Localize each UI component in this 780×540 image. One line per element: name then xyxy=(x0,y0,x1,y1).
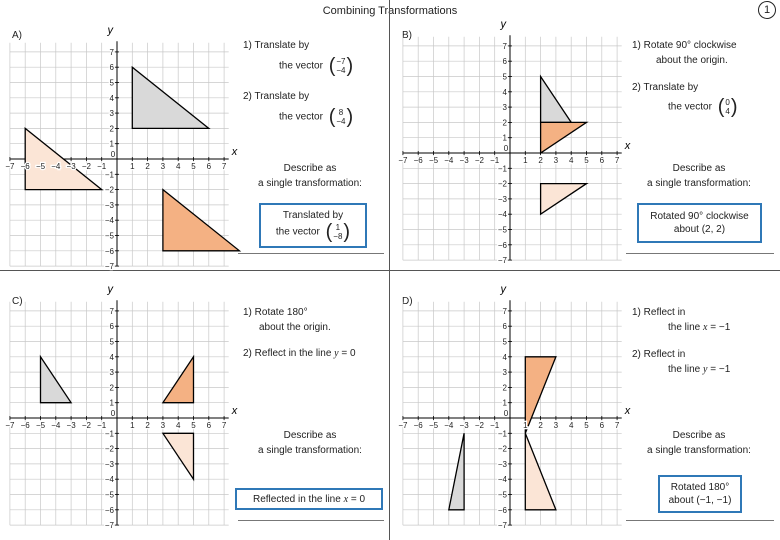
x-tick-label: −2 xyxy=(474,421,484,430)
y-tick-label: −5 xyxy=(104,490,114,500)
x-tick-label: 4 xyxy=(175,421,181,430)
y-tick-label: 7 xyxy=(109,306,114,316)
panel-label: B) xyxy=(402,30,412,41)
vector-top: 8 xyxy=(338,108,344,117)
x-tick-label: 4 xyxy=(175,162,181,171)
x-tick-label: −3 xyxy=(66,421,76,430)
x-tick-label: 7 xyxy=(221,421,227,430)
column-vector: ( −7 −4 ) xyxy=(328,55,354,77)
y-tick-label: −2 xyxy=(497,179,507,189)
step-1-line2: the line xyxy=(668,322,701,333)
x-tick-label: −6 xyxy=(20,421,30,430)
x-tick-label: 1 xyxy=(130,162,135,171)
x-tick-label: 1 xyxy=(130,421,135,430)
step-1-line1: 1) Reflect in xyxy=(632,307,686,318)
y-tick-label: −6 xyxy=(104,505,114,515)
equation-value: = −1 xyxy=(710,322,731,333)
describe-line1: Describe as xyxy=(283,163,337,174)
panel-label: D) xyxy=(402,296,413,307)
y-tick-label: −5 xyxy=(104,231,114,241)
step-2-line1: 2) Reflect in xyxy=(632,349,686,360)
y-tick-label: 1 xyxy=(502,398,507,408)
x-tick-label: −1 xyxy=(97,162,107,171)
y-tick-label: 3 xyxy=(502,368,507,378)
vector-top: 0 xyxy=(725,98,730,107)
step-2-instruction xyxy=(632,347,730,377)
x-tick-label: 2 xyxy=(538,421,543,430)
x-axis-label: x xyxy=(624,405,631,417)
step-2-line2: the vector xyxy=(279,111,323,123)
step-1-line2: about the origin. xyxy=(259,322,331,333)
x-tick-label: 0 xyxy=(503,409,509,418)
answer-box xyxy=(637,203,762,243)
vector-bottom: −8 xyxy=(333,232,343,241)
x-tick-label: 5 xyxy=(584,421,589,430)
vector-bottom: 4 xyxy=(725,107,730,116)
x-tick-label: −4 xyxy=(444,156,454,165)
describe-line1: Describe as xyxy=(672,163,726,174)
y-tick-label: −1 xyxy=(497,429,507,439)
x-tick-label: −3 xyxy=(459,421,469,430)
y-tick-label: −4 xyxy=(497,210,507,220)
equation-variable: y xyxy=(334,348,339,359)
x-axis-label: x xyxy=(231,146,238,158)
y-tick-label: −2 xyxy=(104,444,114,454)
x-tick-label: −7 xyxy=(5,162,15,171)
step-2-line1: 2) Translate by xyxy=(243,91,310,102)
x-tick-label: −4 xyxy=(444,421,454,430)
describe-line2: a single transformation: xyxy=(647,445,751,456)
x-tick-label: −7 xyxy=(5,421,15,430)
x-tick-label: 2 xyxy=(145,421,150,430)
y-tick-label: 2 xyxy=(109,124,114,134)
y-tick-label: 6 xyxy=(502,322,507,332)
y-tick-label: 1 xyxy=(502,133,507,143)
x-tick-label: −4 xyxy=(51,421,61,430)
y-tick-label: −4 xyxy=(104,216,114,226)
y-tick-label: 4 xyxy=(502,87,507,97)
x-tick-label: 7 xyxy=(614,421,620,430)
equation-variable: x xyxy=(343,493,349,505)
y-axis-label: y xyxy=(107,283,113,296)
page-title: Combining Transformations xyxy=(322,5,458,17)
step-1-line1: 1) Translate by xyxy=(243,40,310,51)
y-tick-label: −2 xyxy=(497,444,507,454)
y-tick-label: −5 xyxy=(497,225,507,235)
step-1-line1: 1) Rotate 90° clockwise xyxy=(632,40,737,51)
panel-label: A) xyxy=(12,30,22,41)
x-tick-label: −5 xyxy=(428,156,439,165)
describe-line1: Describe as xyxy=(283,430,337,441)
y-tick-label: 4 xyxy=(502,352,507,362)
y-tick-label: −6 xyxy=(497,240,507,250)
y-tick-label: −3 xyxy=(497,194,507,204)
step-1-line2: the vector xyxy=(279,60,323,72)
y-tick-label: 5 xyxy=(502,72,507,82)
x-tick-label: −3 xyxy=(459,156,469,165)
y-tick-label: 4 xyxy=(109,93,114,103)
x-tick-label: −1 xyxy=(490,156,500,165)
x-tick-label: 4 xyxy=(568,156,574,165)
vector-bottom: −4 xyxy=(336,66,346,75)
describe-line2: a single transformation: xyxy=(647,178,751,189)
y-axis-label: y xyxy=(107,24,113,37)
y-tick-label: 7 xyxy=(502,306,507,316)
x-tick-label: −4 xyxy=(51,162,61,171)
step-2-line2: the line xyxy=(668,364,701,375)
y-tick-label: 3 xyxy=(109,109,114,119)
x-tick-label: 6 xyxy=(206,421,212,430)
y-tick-label: −5 xyxy=(497,490,507,500)
x-tick-label: 1 xyxy=(523,156,528,165)
equation-variable: y xyxy=(703,364,708,375)
answer-line2: about (−1, −1) xyxy=(668,495,732,506)
describe-prompt xyxy=(624,428,774,458)
x-tick-label: −6 xyxy=(413,421,423,430)
describe-line2: a single transformation: xyxy=(258,178,362,189)
triangle-object xyxy=(449,433,464,510)
y-tick-label: 4 xyxy=(109,352,114,362)
x-tick-label: −2 xyxy=(81,421,91,430)
y-tick-label: 2 xyxy=(502,118,507,128)
x-tick-label: 6 xyxy=(599,156,605,165)
answer-line1: Translated by xyxy=(282,210,344,221)
step-1-instruction xyxy=(632,305,730,335)
y-tick-label: 7 xyxy=(109,47,114,57)
x-tick-label: 2 xyxy=(145,162,150,171)
x-tick-label: 5 xyxy=(584,156,589,165)
y-tick-label: −3 xyxy=(104,459,114,469)
equation-value: = 0 xyxy=(341,348,356,359)
y-tick-label: 5 xyxy=(109,337,114,347)
y-tick-label: 2 xyxy=(109,383,114,393)
answer-box xyxy=(658,475,742,513)
step-1-line1: 1) Rotate 180° xyxy=(243,307,308,318)
page-number-badge: 1 xyxy=(758,1,776,19)
x-tick-label: 3 xyxy=(160,162,166,171)
step-1-line2: about the origin. xyxy=(656,55,728,66)
x-tick-label: −7 xyxy=(398,421,408,430)
x-tick-label: 5 xyxy=(191,421,196,430)
answer-line1: Rotated 180° xyxy=(670,482,730,493)
y-tick-label: −6 xyxy=(497,505,507,515)
step-2-line1: 2) Translate by xyxy=(632,82,699,93)
y-tick-label: −7 xyxy=(497,256,507,266)
y-tick-label: 5 xyxy=(109,78,114,88)
y-tick-label: 6 xyxy=(502,57,507,67)
column-vector: ( 1 −8 ) xyxy=(325,221,351,243)
x-tick-label: −2 xyxy=(81,162,91,171)
equation-variable: x xyxy=(703,322,708,333)
x-tick-label: 6 xyxy=(206,162,212,171)
y-tick-label: −1 xyxy=(104,170,114,180)
x-tick-label: −5 xyxy=(428,421,439,430)
x-axis-label: x xyxy=(231,405,238,417)
y-tick-label: −4 xyxy=(497,475,507,485)
x-tick-label: −1 xyxy=(490,421,500,430)
y-tick-label: −3 xyxy=(497,459,507,469)
panel-label: C) xyxy=(12,296,23,307)
x-tick-label: 6 xyxy=(599,421,605,430)
y-tick-label: −2 xyxy=(104,185,114,195)
answer-underline xyxy=(626,520,774,521)
describe-line2: a single transformation: xyxy=(258,445,362,456)
x-tick-label: −5 xyxy=(35,421,46,430)
y-tick-label: 5 xyxy=(502,337,507,347)
vector-bottom: −4 xyxy=(336,117,346,126)
y-axis-label: y xyxy=(500,18,506,31)
y-tick-label: −1 xyxy=(104,429,114,439)
x-tick-label: −7 xyxy=(398,156,408,165)
vector-top: −7 xyxy=(336,57,346,66)
x-tick-label: 3 xyxy=(553,156,559,165)
answer-line1: Rotated 90° clockwise xyxy=(650,211,749,222)
x-tick-label: −2 xyxy=(474,156,484,165)
y-tick-label: −7 xyxy=(497,521,507,531)
step-1-instruction xyxy=(632,38,737,68)
y-tick-label: −7 xyxy=(104,262,114,272)
x-tick-label: −3 xyxy=(66,162,76,171)
step-2-line2: the vector xyxy=(668,101,712,113)
y-tick-label: −6 xyxy=(104,246,114,256)
x-tick-label: −6 xyxy=(20,162,30,171)
describe-line1: Describe as xyxy=(672,430,726,441)
y-tick-label: 6 xyxy=(109,322,114,332)
y-tick-label: 2 xyxy=(502,383,507,393)
y-tick-label: 1 xyxy=(109,139,114,149)
x-tick-label: 1 xyxy=(523,421,528,430)
equation-value: = −1 xyxy=(710,364,731,375)
step-2-instruction xyxy=(632,80,738,117)
describe-prompt xyxy=(624,161,774,191)
x-tick-label: −6 xyxy=(413,156,423,165)
y-axis-label: y xyxy=(500,283,506,296)
x-tick-label: 3 xyxy=(553,421,559,430)
y-tick-label: 7 xyxy=(502,41,507,51)
y-tick-label: −1 xyxy=(497,164,507,174)
answer-underline xyxy=(626,253,774,254)
step-2-line1: 2) Reflect in the line xyxy=(243,348,332,359)
x-tick-label: 0 xyxy=(110,409,116,418)
x-tick-label: 4 xyxy=(568,421,574,430)
x-tick-label: 0 xyxy=(110,150,116,159)
x-tick-label: 5 xyxy=(191,162,196,171)
x-tick-label: 2 xyxy=(538,156,543,165)
y-tick-label: −3 xyxy=(104,200,114,210)
answer-line2: about (2, 2) xyxy=(673,224,726,235)
y-tick-label: 3 xyxy=(502,103,507,113)
equation-value: = 0 xyxy=(350,493,366,505)
y-tick-label: 1 xyxy=(109,398,114,408)
y-tick-label: 6 xyxy=(109,63,114,73)
y-tick-label: 3 xyxy=(109,368,114,378)
x-tick-label: 3 xyxy=(160,421,166,430)
answer-line2: the vector xyxy=(275,226,320,238)
x-tick-label: 0 xyxy=(503,144,509,153)
x-tick-label: −5 xyxy=(35,162,46,171)
y-tick-label: −4 xyxy=(104,475,114,485)
x-axis-label: x xyxy=(624,140,631,152)
vector-top: 1 xyxy=(335,223,341,232)
y-tick-label: −7 xyxy=(104,521,114,531)
column-vector: ( 0 4 ) xyxy=(717,96,738,118)
x-tick-label: 7 xyxy=(221,162,227,171)
column-vector: ( 8 −4 ) xyxy=(328,106,354,128)
x-tick-label: −1 xyxy=(97,421,107,430)
answer-line1: Reflected in the line xyxy=(252,493,341,505)
x-tick-label: 7 xyxy=(614,156,620,165)
